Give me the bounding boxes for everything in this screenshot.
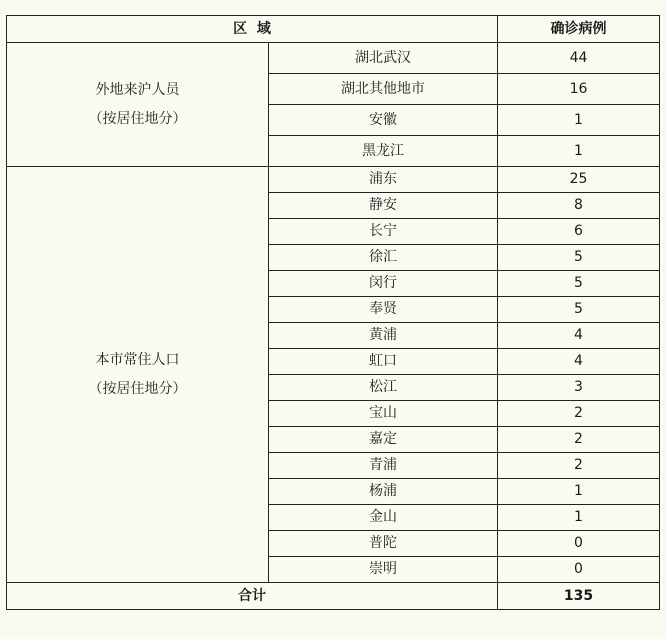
count-cell: 44: [498, 43, 660, 74]
count-cell: 4: [498, 323, 660, 349]
count-cell: 0: [498, 557, 660, 583]
group-sublabel: （按居住地分）: [88, 380, 187, 397]
count-cell: 2: [498, 401, 660, 427]
area-cell: 普陀: [269, 531, 498, 557]
count-cell: 0: [498, 531, 660, 557]
count-cell: 2: [498, 453, 660, 479]
area-cell: 青浦: [269, 453, 498, 479]
area-cell: 虹口: [269, 349, 498, 375]
table-row: [7, 167, 660, 193]
area-cell: 长宁: [269, 219, 498, 245]
area-cell: 金山: [269, 505, 498, 531]
group-cell: [7, 43, 269, 167]
group-cell: [7, 167, 269, 583]
count-cell: 5: [498, 245, 660, 271]
group-sublabel: （按居住地分）: [88, 110, 187, 127]
area-cell: 静安: [269, 193, 498, 219]
count-cell: 6: [498, 219, 660, 245]
area-cell: 浦东: [269, 167, 498, 193]
area-cell: 奉贤: [269, 297, 498, 323]
area-cell: 宝山: [269, 401, 498, 427]
area-cell: 黄浦: [269, 323, 498, 349]
count-cell: 16: [498, 74, 660, 105]
cases-table-body: [7, 16, 660, 610]
area-cell: 湖北武汉: [269, 43, 498, 74]
group-label: 本市常住人口: [95, 351, 180, 368]
area-cell: 松江: [269, 375, 498, 401]
count-cell: 1: [498, 105, 660, 136]
header-row: [7, 16, 660, 43]
table-row: [7, 43, 660, 74]
count-cell: 8: [498, 193, 660, 219]
area-cell: 黑龙江: [269, 136, 498, 167]
total-row: [7, 583, 660, 610]
area-cell: 崇明: [269, 557, 498, 583]
count-cell: 3: [498, 375, 660, 401]
area-cell: 杨浦: [269, 479, 498, 505]
header-cases: 确诊病例: [498, 16, 660, 43]
count-cell: 25: [498, 167, 660, 193]
header-region: 区 域: [7, 16, 498, 43]
area-cell: 闵行: [269, 271, 498, 297]
count-cell: 4: [498, 349, 660, 375]
area-cell: 徐汇: [269, 245, 498, 271]
total-label: 合计: [7, 583, 498, 610]
group-label: 外地来沪人员: [95, 81, 180, 98]
cases-table: [6, 15, 660, 610]
area-cell: 湖北其他地市: [269, 74, 498, 105]
count-cell: 1: [498, 479, 660, 505]
total-count: 135: [498, 583, 660, 610]
area-cell: 安徽: [269, 105, 498, 136]
count-cell: 5: [498, 297, 660, 323]
count-cell: 1: [498, 136, 660, 167]
count-cell: 5: [498, 271, 660, 297]
count-cell: 1: [498, 505, 660, 531]
count-cell: 2: [498, 427, 660, 453]
area-cell: 嘉定: [269, 427, 498, 453]
